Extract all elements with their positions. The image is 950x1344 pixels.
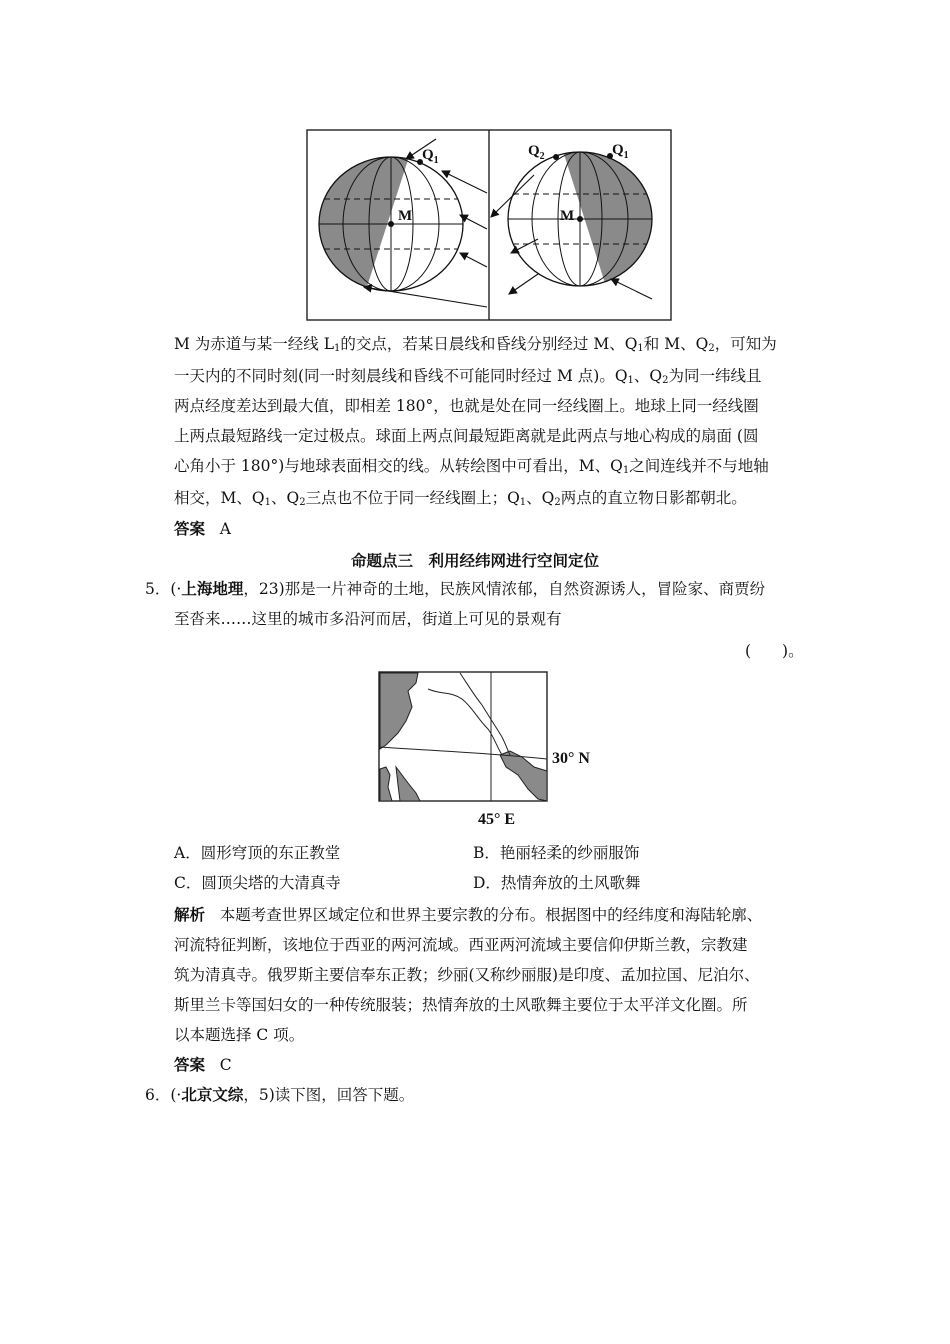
location-map (378, 671, 608, 831)
svg-text:Q1: $Q_1$ (422, 147, 439, 166)
analysis-line-3: 筑为清真寺。俄罗斯主要信奉东正教；纱丽(又称纱丽服)是印度、孟加拉国、尼泊尔、 (174, 966, 760, 984)
explanation-line-6: 相交，M、$Q_1$、$Q_2$三点也不位于同一经线圈上；$Q_1$、$Q_2$两点的直立物日影都朝北。 (174, 489, 747, 508)
point-m-right (577, 216, 583, 222)
explanation-line-5: 心角小于 180°)与地球表面相交的线。从转绘图中可看出，M、$Q_1$之间连线并不与地轴 (174, 457, 769, 476)
explanation-line-4: 上两点最短路线一定过极点。球面上两点间最短距离就是此两点与地心构成的扇面 (圆 (174, 427, 759, 445)
question-5-stem-line-2: 至沓来……这里的城市多沿河而居，街道上可见的景观有 (174, 610, 562, 628)
latitude-label: 30° N (552, 750, 590, 767)
analysis-line-1: 解析 本题考查世界区域定位和世界主要宗教的分布。根据图中的经纬度和海陆轮廓、 (174, 906, 763, 924)
label-m-left: M (398, 208, 413, 224)
point-m-left (388, 221, 394, 227)
question-5-stem: 5．(·上海地理，23)那是一片神奇的土地，民族风情浓郁，自然资源诱人，冒险家、商贾纷 (145, 580, 766, 598)
label-q1-right: Q (612, 142, 624, 158)
option-c: C．圆顶尖塔的大清真寺 (174, 874, 341, 892)
section-title: 命题点三 利用经纬网进行空间定位 (350, 552, 599, 570)
answer-q4: 答案 A (174, 520, 231, 538)
option-b: B．艳丽轻柔的纱丽服饰 (473, 844, 640, 862)
option-a: A．圆形穹顶的东正教堂 (174, 844, 341, 862)
point-q2-right (553, 154, 559, 160)
answer-blank: ( )。 (745, 642, 804, 660)
analysis-line-4: 斯里兰卡等国妇女的一种传统服装；热情奔放的土风歌舞主要位于太平洋文化圈。所 (174, 996, 748, 1014)
label-q1-left: Q (422, 147, 434, 163)
analysis-line-2: 河流特征判断，该地位于西亚的两河流域。西亚两河流域主要信仰伊斯兰教，宗教建 (174, 936, 748, 954)
question-6-stem: 6．(·北京文综，5)读下图，回答下题。 (145, 1086, 415, 1104)
label-m-right: M (560, 208, 575, 224)
option-d: D．热情奔放的土风歌舞 (473, 874, 641, 892)
svg-text:Q1: $Q_1$ (612, 142, 629, 161)
analysis-line-5: 以本题选择 C 项。 (174, 1026, 305, 1044)
explanation-line-3: 两点经度差达到最大值，即相差 180°，也就是处在同一经线圈上。地球上同一经线圈 (174, 397, 759, 415)
svg-text:Q2: $Q_2$ (528, 143, 545, 162)
longitude-label: 45° E (478, 811, 516, 828)
globe-figure (306, 129, 672, 321)
label-q2-right: Q (528, 143, 540, 159)
explanation-line-1: M 为赤道与某一经线 $L_1$的交点，若某日晨线和昏线分别经过 M、$Q_1$和 M、$Q_2$，可知为 (174, 335, 777, 354)
explanation-line-2: 一天内的不同时刻(同一时刻晨线和昏线不可能同时经过 M 点)。$Q_1$、$Q_2$为同一纬线且 (174, 367, 762, 386)
answer-q5: 答案 C (174, 1056, 232, 1074)
